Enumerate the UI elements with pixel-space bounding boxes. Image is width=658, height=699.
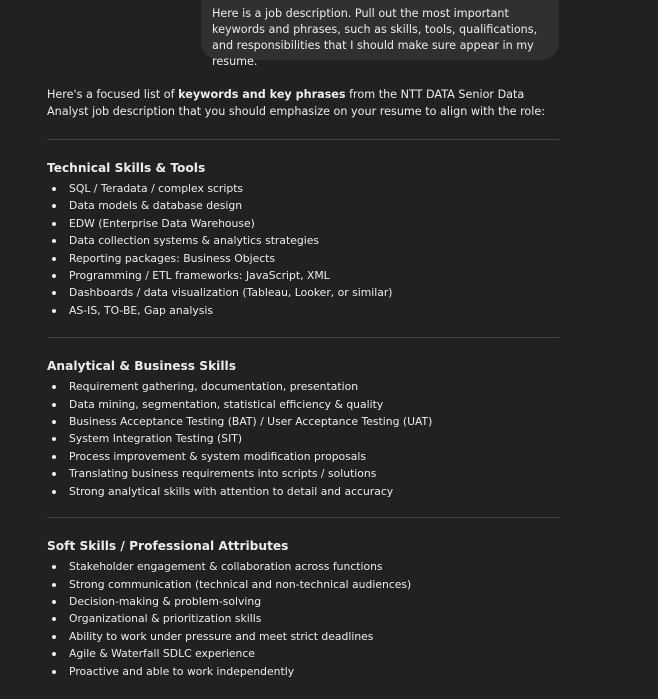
list-item: Data collection systems & analytics strategies (47, 232, 559, 249)
list-item: AS-IS, TO-BE, Gap analysis (47, 302, 559, 319)
bullet-list (47, 558, 559, 680)
section-divider (47, 337, 559, 338)
assistant-response (47, 86, 559, 680)
list-item: Agile & Waterfall SDLC experience (47, 645, 559, 662)
bullet-list (47, 378, 559, 500)
list-item: Stakeholder engagement & collaboration across functions (47, 558, 559, 575)
list-item: EDW (Enterprise Data Warehouse) (47, 215, 559, 232)
list-item: Process improvement & system modification proposals (47, 448, 559, 465)
list-item: Ability to work under pressure and meet strict deadlines (47, 628, 559, 645)
list-item: Organizational & prioritization skills (47, 610, 559, 627)
list-item: Proactive and able to work independently (47, 663, 559, 680)
section-soft-skills (47, 538, 559, 680)
intro-bold: keywords and key phrases (178, 88, 346, 101)
list-item: Decision-making & problem-solving (47, 593, 559, 610)
section-title: Technical Skills & Tools (47, 161, 206, 175)
list-item: System Integration Testing (SIT) (47, 430, 559, 447)
list-item: Strong analytical skills with attention to detail and accuracy (47, 483, 559, 500)
section-title: Analytical & Business Skills (47, 359, 236, 374)
list-item: Translating business requirements into scripts / solutions (47, 465, 559, 482)
user-message-text: Here is a job description. Pull out the most important keywords and phrases, such as skills, tools, qualifications, and responsibilities that I should make sure appear in my resume. (212, 7, 538, 68)
list-item: Data mining, segmentation, statistical efficiency & quality (47, 396, 559, 413)
intro-suffix: from the NTT DATA Senior Data Analyst job description that you should emphasize on your resume to align with the role: (47, 88, 546, 118)
list-item: SQL / Teradata / complex scripts (47, 180, 559, 197)
list-item: Strong communication (technical and non-technical audiences) (47, 576, 559, 593)
list-item: Data models & database design (47, 197, 559, 214)
section-divider (47, 139, 559, 140)
section-title: Soft Skills / Professional Attributes (47, 539, 289, 554)
section-technical-skills (47, 160, 559, 319)
list-item: Requirement gathering, documentation, presentation (47, 378, 559, 395)
section-analytical-skills (47, 358, 559, 500)
list-item: Reporting packages: Business Objects (47, 250, 559, 267)
intro-prefix: Here's a focused list of (47, 88, 179, 101)
list-item: Dashboards / data visualization (Tableau, Looker, or similar) (47, 284, 559, 301)
list-item: Business Acceptance Testing (BAT) / User Acceptance Testing (UAT) (47, 413, 559, 430)
section-divider (47, 517, 559, 518)
user-message-bubble (201, 0, 559, 68)
intro-paragraph (47, 86, 559, 120)
list-item: Programming / ETL frameworks: JavaScript, XML (47, 267, 559, 284)
bullet-list (47, 180, 559, 319)
